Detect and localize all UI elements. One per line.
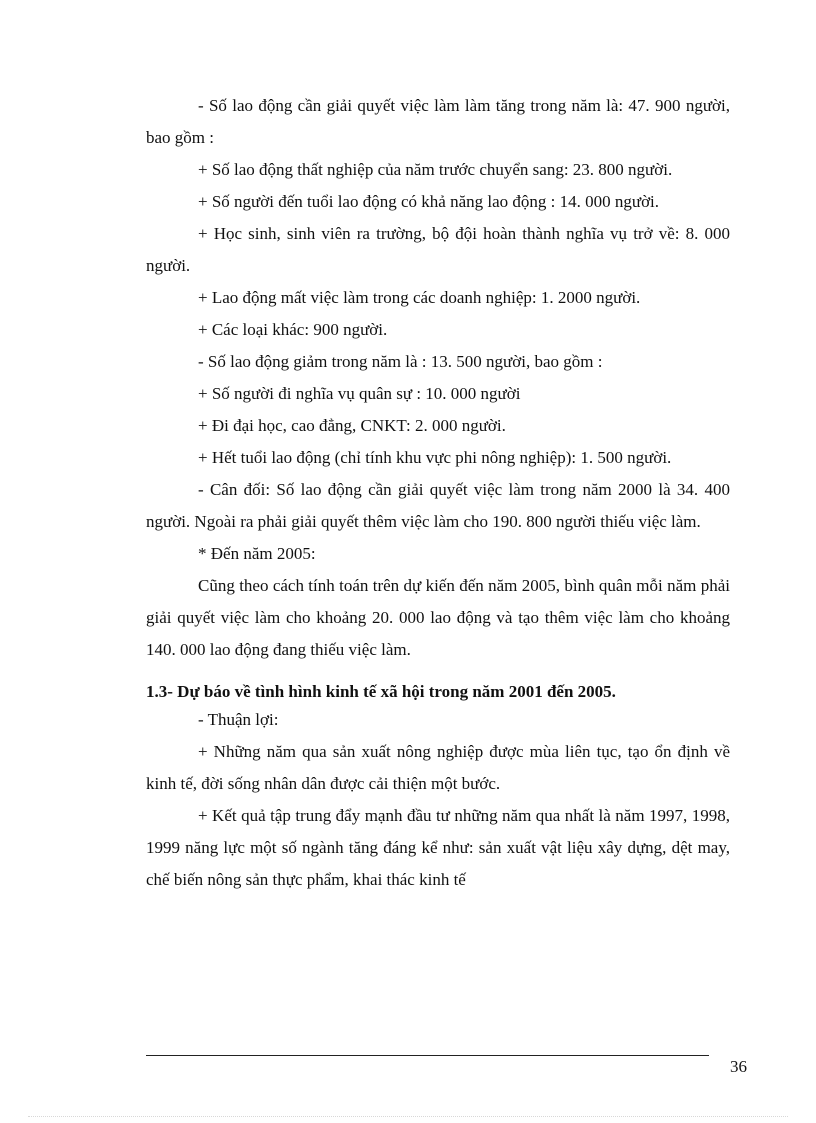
paragraph-military-service: + Số người đi nghĩa vụ quân sự : 10. 000 người [198,384,521,403]
paragraph-retirement: + Hết tuổi lao động (chỉ tính khu vực phi nông nghiệp): 1. 500 người. [198,448,672,467]
paragraph-balance: - Cân đối: Số lao động cần giải quyết việc làm trong năm 2000 là 34. 400 người. Ngoài ra phải giải quyết thêm việc làm cho 190. 800 người thiếu việc làm. [146,480,730,531]
paragraph-higher-education: + Đi đại học, cao đẳng, CNKT: 2. 000 người. [198,416,506,435]
paragraph-investment: + Kết quả tập trung đẩy mạnh đầu tư những năm qua nhất là năm 1997, 1998, 1999 năng lực một số ngành tăng đáng kể như: sản xuất vật liệu xây dựng, dệt may, chế biến nông sản thực phẩm, khai thác kinh tế [146,806,730,889]
page-number: 36 [730,1057,747,1076]
footer-divider [146,1055,709,1056]
paragraph-2005-label: * Đến năm 2005: [198,544,316,563]
paragraph-other: + Các loại khác: 900 người. [198,320,388,339]
paragraph-advantages-label: - Thuận lợi: [198,710,279,729]
section-heading: 1.3- Dự báo về tình hình kinh tế xã hội trong năm 2001 đến 2005. [146,682,616,701]
paragraph-workforce-increase: - Số lao động cần giải quyết việc làm làm tăng trong năm là: 47. 900 người, bao gồm : [146,96,730,147]
paragraph-working-age: + Số người đến tuổi lao động có khả năng lao động : 14. 000 người. [198,192,660,211]
paragraph-2005-forecast: Cũng theo cách tính toán trên dự kiến đến năm 2005, bình quân mỗi năm phải giải quyết việc làm cho khoảng 20. 000 lao động và tạo thêm việc làm cho khoảng 140. 000 lao động đang thiếu việc làm. [146,576,730,659]
paragraph-unemployed-carryover: + Số lao động thất nghiệp của năm trước chuyển sang: 23. 800 người. [198,160,673,179]
page-bottom-dotted-edge [28,1116,788,1117]
paragraph-agriculture: + Những năm qua sản xuất nông nghiệp được mùa liên tục, tạo ổn định về kinh tế, đời sống nhân dân được cải thiện một bước. [146,742,730,793]
document-body [146,90,730,896]
paragraph-students-soldiers: + Học sinh, sinh viên ra trường, bộ đội hoàn thành nghĩa vụ trở về: 8. 000 người. [146,224,730,275]
paragraph-laid-off: + Lao động mất việc làm trong các doanh nghiệp: 1. 2000 người. [198,288,641,307]
paragraph-workforce-decrease: - Số lao động giảm trong năm là : 13. 500 người, bao gồm : [198,352,603,371]
